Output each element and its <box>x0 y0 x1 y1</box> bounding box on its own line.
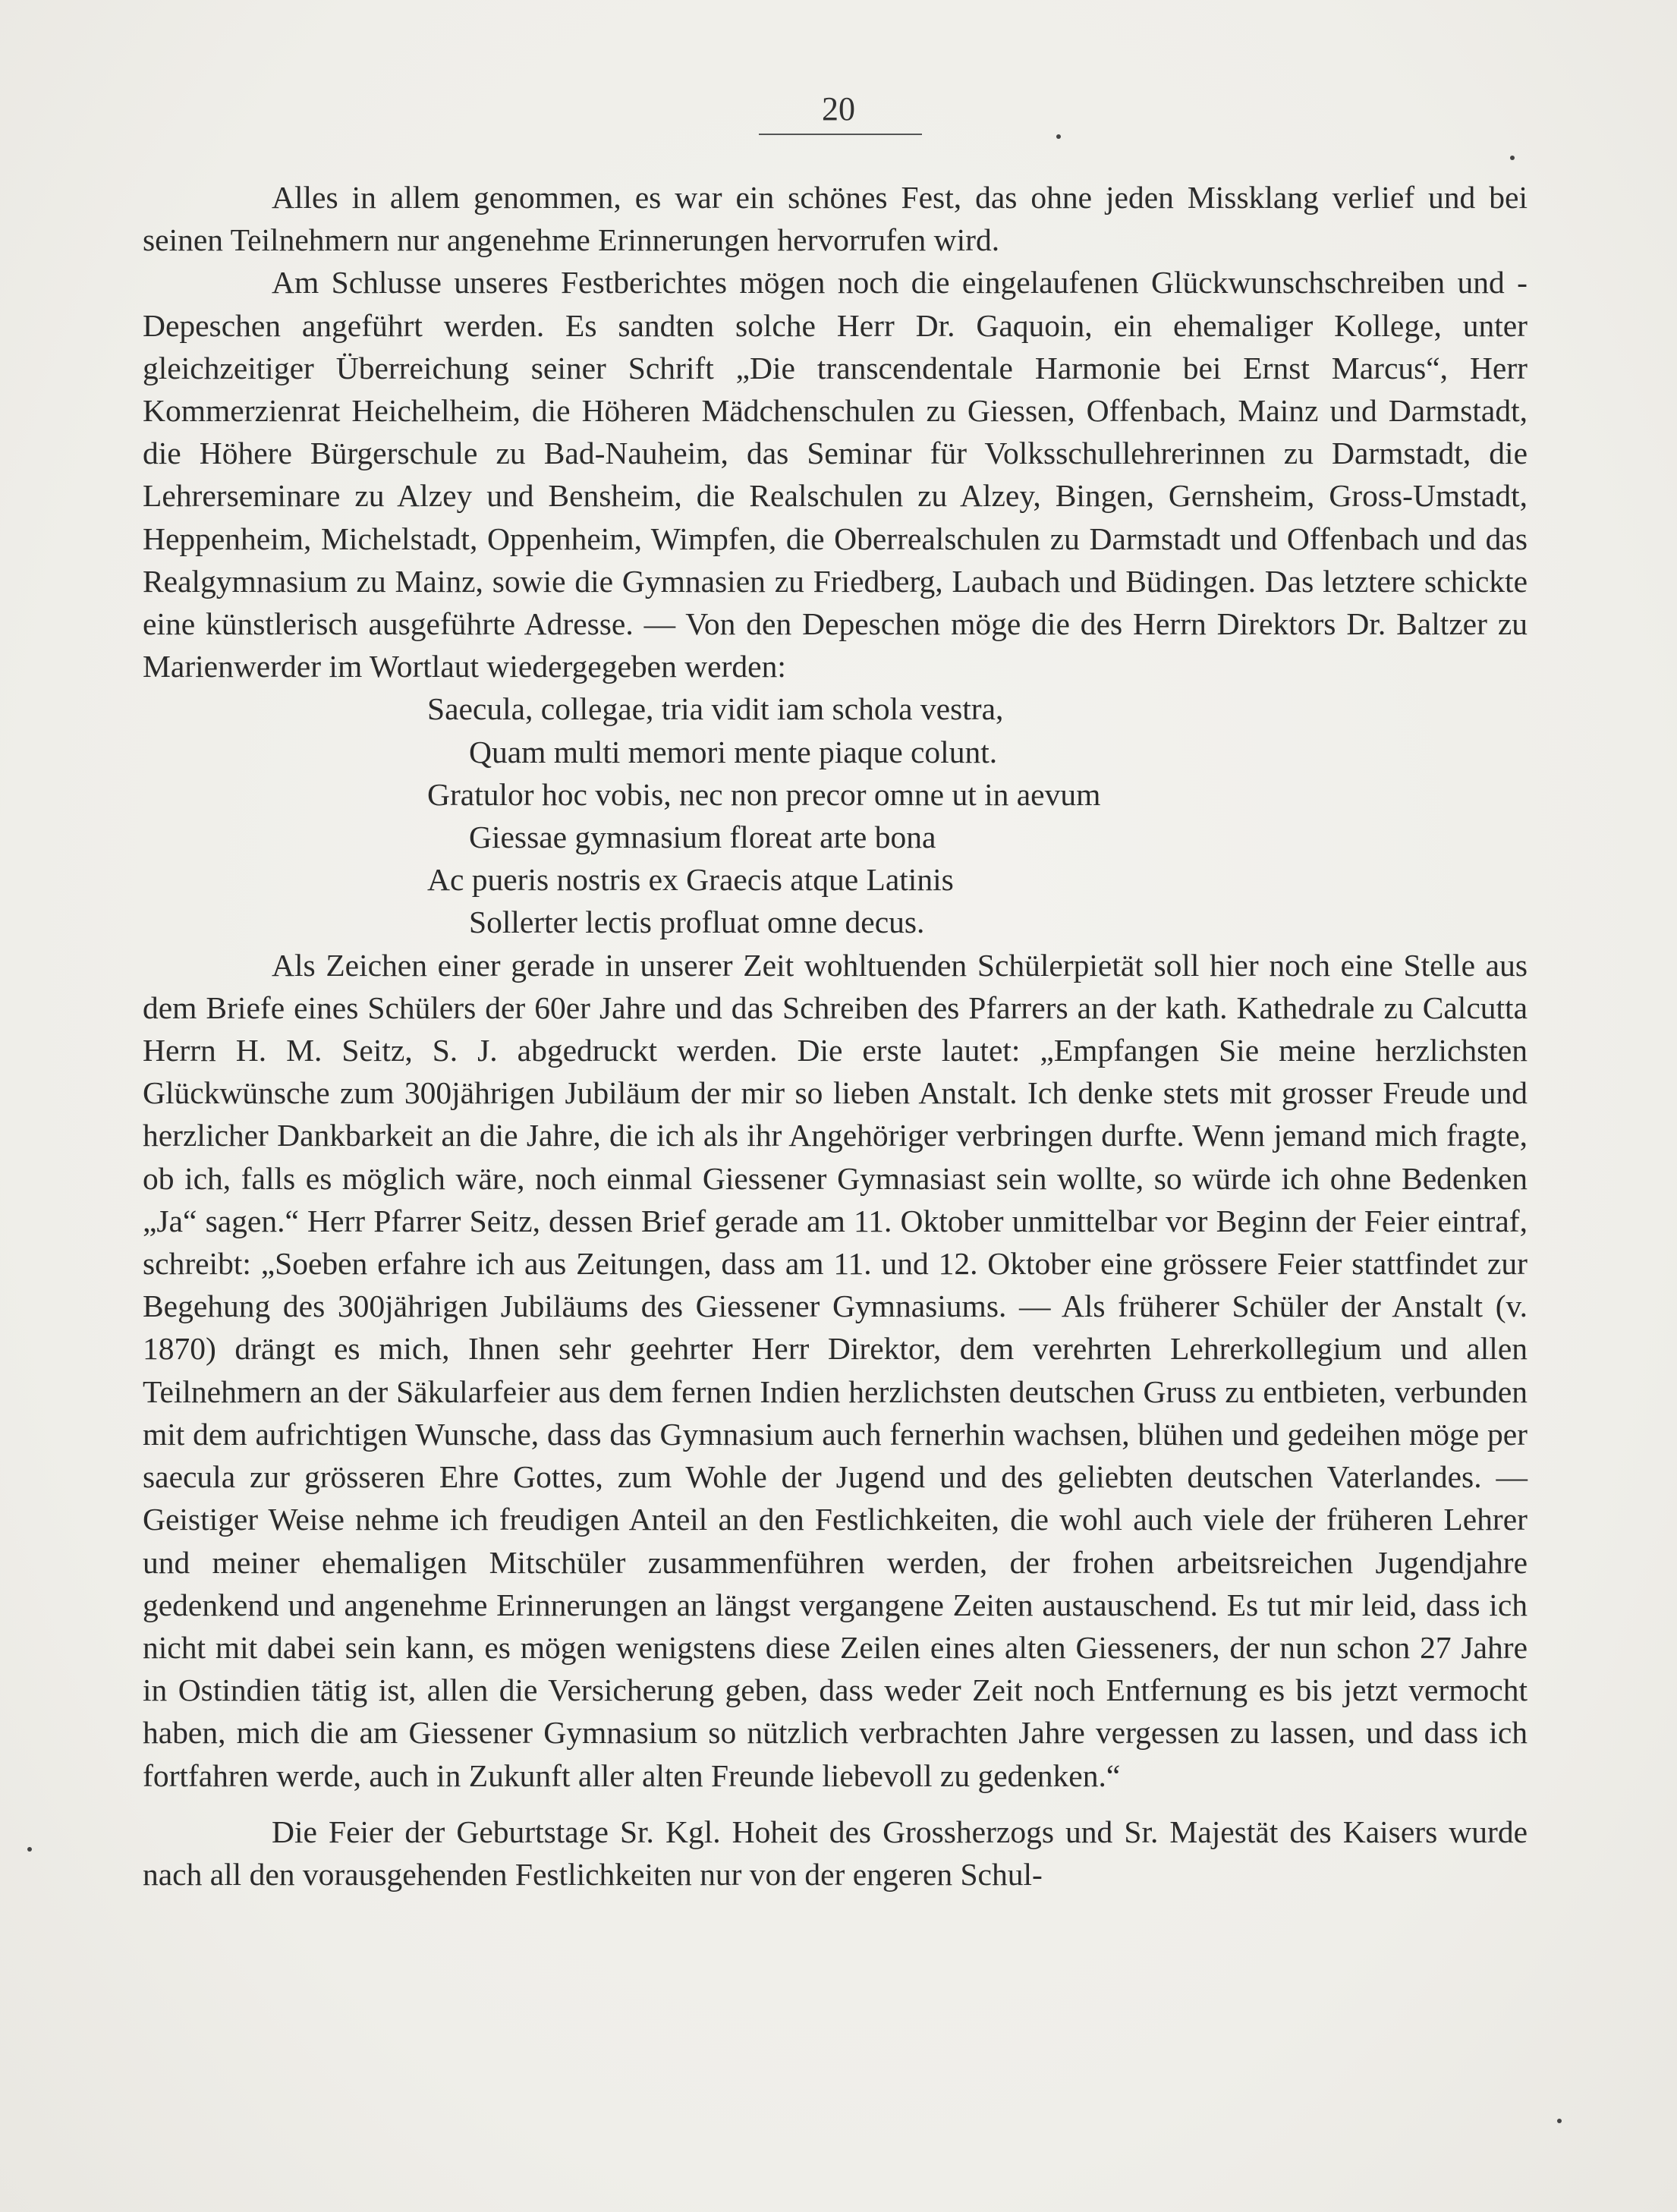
paragraph-birthday-celebration: Die Feier der Geburtstage Sr. Kgl. Hoheit des Grossherzogs und Sr. Majestät des Kaisers wurde nach all den vorausgehenden Festlichkeiten nur von der engeren Schul- <box>143 1814 1528 1892</box>
paper-speck <box>1510 156 1515 160</box>
verse-line: Quam multi memori mente piaque colunt. <box>469 734 998 769</box>
verse-line: Gratulor hoc vobis, nec non precor omne ut in aevum <box>427 776 1101 812</box>
paper-speck <box>1557 2119 1562 2123</box>
paragraph-festival-summary: Alles in allem genommen, es war ein schönes Fest, das ohne jeden Missklang verlief und bei seinen Teilnehmern nur angenehme Erinnerungen hervorrufen wird. <box>143 180 1528 258</box>
page-number: 20 <box>822 90 855 127</box>
verse-line: Saecula, collegae, tria vidit iam schola vestra, <box>427 691 1004 727</box>
paper-speck <box>1056 134 1061 139</box>
verse-line: Ac pueris nostris ex Graecis atque Latinis <box>427 862 954 898</box>
verse-line: Sollerter lectis profluat omne decus. <box>469 905 925 940</box>
verse-line: Giessae gymnasium floreat arte bona <box>469 820 936 855</box>
paper-speck <box>27 1847 32 1852</box>
body-text <box>143 176 1528 1896</box>
paragraph-congratulations: Am Schlusse unseres Festberichtes mögen noch die eingelaufenen Glückwunschschreiben und -Depeschen angeführt werden. Es sandten solche Herr Dr. Gaquoin, ein ehemaliger Kollege, unter gleichzeitiger Überreichung seiner Schrift „Die transcendentale Harmonie bei Ernst Marcus“, Herr Kommerzienrat Heichelheim, die Höheren Mädchenschulen zu Giessen, Offenbach, Mainz und Darmstadt, die Höhere Bürgerschule zu Bad-Nauheim, das Seminar für Volksschullehrerinnen zu Darmstadt, die Lehrerseminare zu Alzey und Bensheim, die Realschulen zu Alzey, Bingen, Gernsheim, Gross-Umstadt, Heppenheim, Michelstadt, Oppenheim, Wimpfen, die Oberrealschulen zu Darmstadt und Offenbach und das Realgymnasium zu Mainz, sowie die Gymnasien zu Friedberg, Laubach und Büdingen. Das letztere schickte eine künstlerisch ausgeführte Adresse. — Von den Depeschen möge die des Herrn Direktors Dr. Baltzer zu Marienwerder im Wortlaut wiedergegeben werden: <box>143 265 1528 684</box>
page-number-rule <box>759 134 922 135</box>
paragraph-student-letters: Als Zeichen einer gerade in unserer Zeit wohltuenden Schülerpietät soll hier noch eine Stelle aus dem Briefe eines Schülers der 60er Jahre und das Schreiben des Pfarrers an der kath. Kathedrale zu Calcutta Herrn H. M. Seitz, S. J. abgedruckt werden. Die erste lautet: „Empfangen Sie meine herzlichsten Glückwünsche zum 300jährigen Jubiläum der mir so lieben Anstalt. Ich denke stets mit grosser Freude und herzlicher Dankbarkeit an die Jahre, die ich als ihr Angehöriger verbringen durfte. Wenn jemand mich fragte, ob ich, falls es möglich wäre, noch einmal Giessener Gymnasiast sein wollte, so würde ich ohne Bedenken „Ja“ sagen.“ Herr Pfarrer Seitz, dessen Brief gerade am 11. Oktober unmittelbar vor Beginn der Feier eintraf, schreibt: „Soeben erfahre ich aus Zeitungen, dass am 11. und 12. Oktober eine grössere Feier stattfindet zur Begehung des 300jährigen Jubiläums des Giessener Gymnasiums. — Als früherer Schüler der Anstalt (v. 1870) drängt es mich, Ihnen sehr geehrter Herr Direktor, dem verehrten Lehrerkollegium und allen Teilnehmern an der Säkularfeier aus dem fernen Indien herzlichsten deutschen Gruss zu entbieten, verbunden mit dem aufrichtigen Wunsche, dass das Gymnasium auch fernerhin wachsen, blühen und gedeihen möge per saecula zur grösseren Ehre Gottes, zum Wohle der Jugend und des geliebten deutschen Vaterlandes. — Geistiger Weise nehme ich freudigen Anteil an den Festlichkeiten, die wohl auch viele der früheren Lehrer und meiner ehemaligen Mitschüler zusammenführen werden, der frohen arbeitsreichen Jugendjahre gedenkend und angenehme Erinnerungen an längst vergangene Zeiten austauschend. Es tut mir leid, dass ich nicht mit dabei sein kann, es mögen wenigstens diese Zeilen eines alten Giesseners, der nun schon 27 Jahre in Ostindien tätig ist, allen die Versicherung geben, dass weder Zeit noch Entfernung es bis jetzt vermocht haben, mich die am Giessener Gymnasium so nützlich verbrachten Jahre vergessen zu lassen, und dass ich fortfahren werde, auch in Zukunft aller alten Freunde liebevoll zu gedenken.“ <box>143 947 1528 1793</box>
latin-telegram-verse <box>143 688 1528 943</box>
